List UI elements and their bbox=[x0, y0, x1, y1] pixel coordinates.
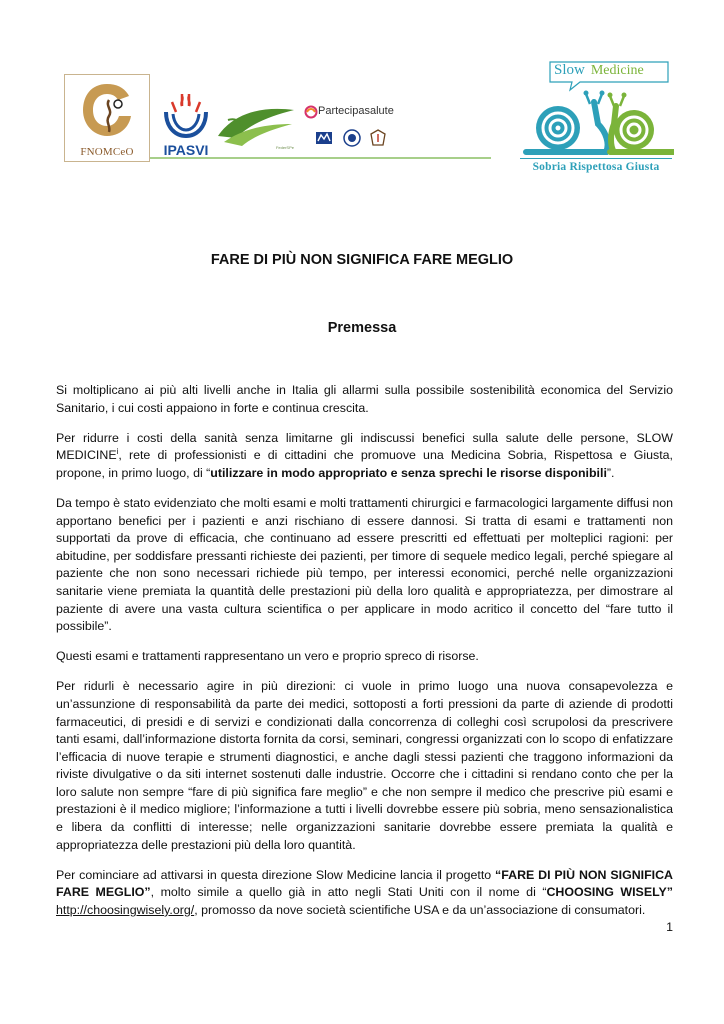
paragraph-6-text-b: , molto simile a quello già in atto negli Stati Uniti con il nome di “ bbox=[150, 885, 547, 900]
partecipasalute-swirl-icon bbox=[304, 105, 318, 119]
ipasvi-emblem-icon bbox=[158, 92, 214, 138]
partner-badge-blue-icon bbox=[314, 128, 334, 148]
paragraph-2 bbox=[56, 430, 673, 483]
fedpa-swoosh-icon bbox=[214, 98, 298, 150]
paragraph-5: Per ridurli è necessario agire in più direzioni: ci vuole in primo luogo una nuova consapevolezza e un’assunzione di responsabilità da parte dei medici, sottoposti a forti pressioni da parte di aziende di prodotti farmaceutici, di presidi e di servizi e condizionati dalla concorrenza di colleghi così scrupolosi da prescrivere tanti esami, dall’informazione distorta fornita da corsi, seminari, congressi organizzati con lo scopo di enfatizzare l’efficacia di nuove terapie e strumenti diagnostici, e anche dagli stessi pazienti che traggono informazioni da riviste divulgative o da siti internet sostenuti dalle industrie. Occorre che i cittadini si rendano conto che per la loro salute non sempre “fare di più significa fare meglio” e che non sempre il medico che prescrive più esami e prestazioni è il medico migliore; l’informazione a tutti i livelli dovrebbe essere più sobria, meno sensazionalistica e libera da conflitti di interesse; nelle organizzazioni sanitarie dovrebbe essere premiata la qualità e appropriatezza delle prestazioni più della loro quantità. bbox=[56, 679, 673, 852]
partecipasalute-label: Partecipasalute bbox=[318, 105, 394, 117]
slow-medicine-logo bbox=[518, 58, 674, 182]
choosing-wisely-link[interactable]: http://choosingwisely.org/ bbox=[56, 902, 195, 917]
slow-medicine-motto: Sobria Rispettosa Giusta bbox=[532, 161, 660, 173]
fedpa-label: FederSPe bbox=[275, 145, 294, 150]
ipasvi-label: IPASVI bbox=[163, 142, 209, 158]
paragraph-4: Questi esami e trattamenti rappresentano un vero e proprio spreco di risorse. bbox=[56, 649, 479, 664]
choosing-wisely-name: CHOOSING WISELY” bbox=[546, 885, 673, 900]
medicine-word: Medicine bbox=[590, 63, 644, 78]
fnomceo-emblem-icon bbox=[79, 80, 135, 140]
document-body bbox=[56, 382, 673, 932]
paragraph-2-text-c: ”. bbox=[606, 465, 615, 480]
fedpa-logo bbox=[214, 98, 298, 154]
partner-seal-icon bbox=[342, 128, 362, 148]
document-title: FARE DI PIÙ NON SIGNIFICA FARE MEGLIO bbox=[210, 252, 514, 268]
fnomceo-label: FNOMCeO bbox=[80, 146, 134, 158]
partner-logos bbox=[64, 74, 494, 162]
slow-medicine-divider bbox=[520, 158, 672, 159]
project-name: “FARE DI PIÙ NON SIGNIFICA FARE MEGLIO” bbox=[56, 867, 673, 900]
page-number: 1 bbox=[666, 920, 673, 934]
section-heading: Premessa bbox=[327, 320, 397, 336]
paragraph-6-text-d: , promosso da nove società scientifiche USA e da un’associazione di consumatori. bbox=[194, 902, 646, 917]
slow-word: Slow bbox=[554, 62, 585, 78]
paragraph-6-text-a: Per cominciare ad attivarsi in questa direzione Slow Medicine lancia il progetto bbox=[56, 867, 496, 882]
paragraph-6 bbox=[56, 867, 673, 920]
fnomceo-logo bbox=[64, 74, 150, 162]
partner-crest-icon bbox=[368, 128, 388, 148]
partecipasalute-logo bbox=[304, 102, 424, 156]
paragraph-1: Si moltiplicano ai più alti livelli anche in Italia gli allarmi sulla possibile sostenibilità economica del Servizio Sanitario, i cui costi appaiono in forte e continua crescita. bbox=[56, 383, 673, 415]
slow-medicine-wordmark bbox=[554, 62, 644, 79]
ipasvi-logo bbox=[158, 92, 214, 158]
paragraph-2-emphasis: utilizzare in modo appropriato e senza sprechi le risorse disponibili bbox=[210, 465, 607, 480]
paragraph-2-text-b: , rete di professionisti e di cittadini che promuove una Medicina Sobria, Rispettosa e Giusta, propone, in primo luogo, di “ bbox=[56, 448, 673, 480]
paragraph-3: Da tempo è stato evidenziato che molti esami e molti trattamenti chirurgici e farmacologici largamente diffusi non apportano benefici per i pazienti e anzi rischiano di essere dannosi. Si tratta di esami e trattamenti non supportati da prove di efficacia, che continuano ad essere prescritti ed effettuati per molteplici ragioni: per abitudine, per soddisfare pressanti richieste dei pazienti, per timore di sequele medico legali, perché spiegare al paziente che non sono necessari richiede più tempo, per interessi economici, perché nelle organizzazioni sanitarie viene premiata la quantità delle prestazioni più della loro qualità e appropriatezza, per dimostrare al paziente di avere una vasta cultura scientifica o per applicare in modo acritico il concetto del “fare tutto il possibile”. bbox=[56, 495, 673, 634]
paragraph-2-text-a: Per ridurre i costi della sanità senza limitarne gli indiscussi benefici sulla salute delle persone, SLOW MEDICINE bbox=[56, 430, 673, 463]
footnote-marker[interactable]: i bbox=[116, 447, 119, 457]
